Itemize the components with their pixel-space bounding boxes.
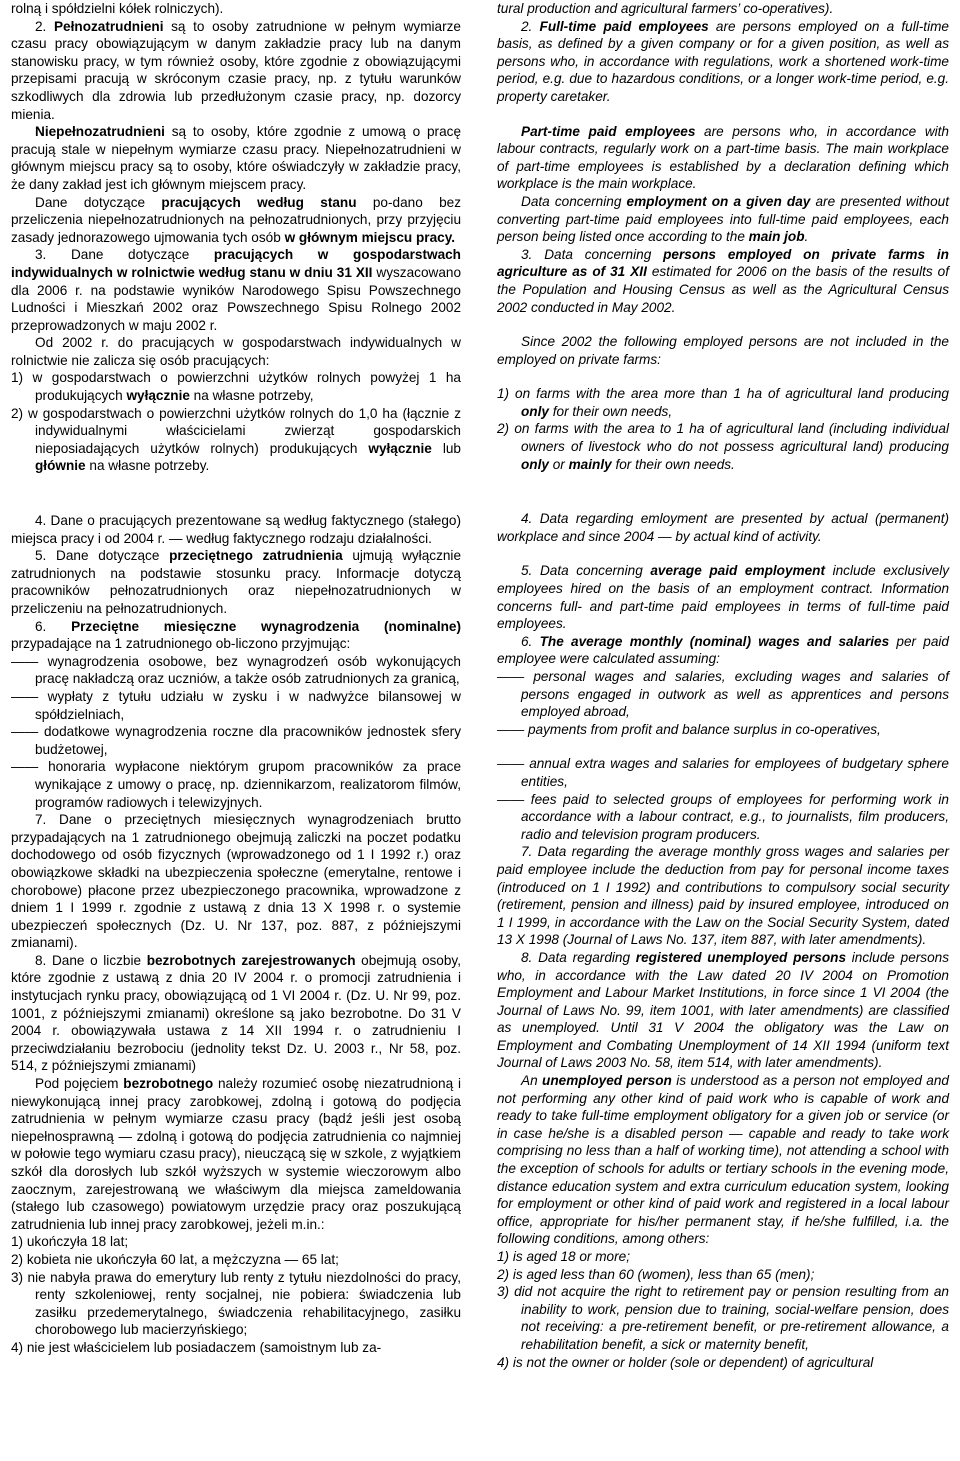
en-note-3-since-2002: Since 2002 the following employed persons are not included in the employed on private farms:	[497, 334, 949, 367]
note-number: 3.	[35, 247, 71, 263]
term-bold: pracujących według stanu	[161, 194, 357, 210]
item-text: 2) on farms with the area to 1 ha of agricultural land (including individual owners of livestock who do not possess agricultural land) producing	[497, 421, 949, 455]
pl-note-8-cond-3: 3) nie nabyła prawa do emerytury lub renty z tytułu niezdolności do pracy, renty szkoleniowej, renty socjalnej, nie pobiera: świadczenia lub zasiłku przedemerytalnego, świadczenia rehabilitacyjnego, zasiłku chorobowego lub macierzyńskiego;	[11, 1269, 461, 1338]
pl-note-6-dash-4: —— honoraria wypłacone niektórym grupom pracowników za prace wynikające z umowy o pracę, np. dziennikarzom, realizatorom filmów, programów radiowych i telewizyjnych.	[11, 758, 461, 811]
note-text: Dane dotyczące	[70, 247, 214, 263]
note-number: 2.	[521, 18, 540, 34]
paragraph-gap	[497, 106, 949, 123]
pl-note-8	[11, 952, 461, 1075]
paragraph-gap	[497, 368, 949, 385]
term-bold: average paid employment	[650, 563, 825, 579]
note-text: ujmują wyłącznie zatrudnionych na podstawie stosunku pracy. Informacje dotyczą pracowników pełnozatrudnionych oraz niepełnozatrudnionych w przeliczeniu na pełnozatrudnionych.	[11, 548, 462, 616]
note-text: include persons who, in accordance with the Law dated 20 IV 2004 on Promotion Employment and Labour Market Institutions, in force since 1 VI 2004 (the Journal of Laws No. 99, item 1001, with later amendments) are classified as unemployed. Until 31 V 2004 the obligatory was the Law on Employment and Combating Unemployment of 14 XII 1994 (uniform text Journal of Laws 2003 No. 58, item 514, with later amendments).	[497, 949, 949, 1071]
pl-note-3-since-2002: Od 2002 r. do pracujących w gospodarstwach indywidualnych w rolnictwie nie zalicza się osób pracujących:	[11, 335, 461, 368]
paragraph-gap	[497, 738, 949, 755]
term-bold: mainly	[568, 456, 612, 472]
en-note-6-dash-1: —— personal wages and salaries, excluding wages and salaries of persons engaged in outwork as well as apprentices and persons employed abroad,	[497, 668, 949, 721]
term-bold: Pełnozatrudnieni	[53, 18, 164, 34]
en-note-2-parttime	[497, 123, 949, 193]
note-text: 8. Dane o liczbie	[35, 952, 147, 968]
paragraph-gap	[497, 316, 949, 333]
term-bold: only	[521, 456, 549, 472]
note-text: are persons employed on a full-time basis, as defined by a given company or for a given position, as well as persons who, in accordance with regulations, work a shortened work-time period, e.g. due to hazardous conditions, or a longer work-time period, e.g. property caretaker.	[497, 18, 949, 104]
note-text: per paid employee were calculated assuming:	[497, 633, 949, 667]
item-text: 1) on farms with the area more than 1 ha of agricultural land producing	[497, 386, 949, 402]
term-bold: pracujących w gospodarstwach indywidualnych w rolnictwie według stanu w dniu 31 XII	[11, 247, 461, 280]
pl-note-2-parttime	[11, 123, 461, 193]
note-text: 5. Data concerning	[521, 563, 651, 579]
polish-column	[11, 0, 461, 1357]
note-text: 3. Data concerning	[521, 246, 664, 262]
note-text: are presented without converting part-time paid employees into full-time paid employees, each person being listed once according to the	[497, 193, 949, 245]
term-bold: bezrobotnego	[123, 1076, 214, 1092]
term-bold: unemployed person	[542, 1073, 672, 1089]
pl-note-6	[11, 618, 461, 653]
item-text: lub	[431, 440, 461, 456]
term-bold: Niepełnozatrudnieni	[35, 124, 165, 140]
en-continuation: tural production and agricultural farmers’ co-operatives).	[497, 1, 834, 16]
paragraph-gap	[497, 545, 949, 562]
en-note-2-fulltime	[497, 18, 949, 106]
note-text: są to osoby zatrudnione w pełnym wymiarze czasu pracy obowiązującym w danym zakładzie pracy lub na danym stanowisku pracy, w tym również osoby, które zgodnie z obowiązującymi przepisami pracują w skróconym czasie pracy, np. z tytułu warunków szkodliwych dla zdrowia lub przedłużonym czasie pracy, np. dozorcy mienia.	[11, 18, 461, 122]
pl-note-3-item-1	[11, 369, 461, 404]
en-note-3-item-2	[497, 420, 949, 473]
term-bold: Part-time paid employees	[521, 123, 696, 139]
note-text: są to osoby, które zgodnie z umową o pracę pracują stale w niepełnym wymiarze czasu pracy. Niepełnozatrudnieni w głównym miejscu pracy są to osoby, które oświadczyły w zakładzie pracy, że dany zakład jest ich głównym miejscem pracy.	[11, 124, 461, 192]
pl-note-2-fulltime	[11, 18, 461, 124]
pl-note-8-cond-4: 4) nie jest właścicielem lub posiadaczem (samoistnym lub za-	[11, 1339, 382, 1355]
en-note-8-cond-4: 4) is not the owner or holder (sole or dependent) of agricultural	[497, 1354, 874, 1370]
note-number: 6.	[521, 633, 540, 649]
en-note-6-dash-2: —— payments from profit and balance surplus in co-operatives,	[497, 721, 949, 739]
note-text: należy rozumieć osobę niezatrudnioną i niewykonującą innej pracy zarobkowej, zdolną i gotową do podjęcia zatrudnienia w pełnym wymiarze czasu pracy (bądź jeśli jest osobą niepełnosprawną — zdolną i gotową do podjęcia zatrudnienia co najmniej w połowie tego wymiaru czasu pracy), nieuczącą się w szkole, z wyjątkiem szkół dla dorosłych lub szkół wyższych w systemie wieczorowym albo zaocznym, zarejestrowaną we właściwym dla miejsca zameldowania (stałego lub czasowego) powiatowym urzędzie pracy oraz poszukującą zatrudnienia lub innej pracy zarobkowej, jeżeli m.in.:	[11, 1076, 461, 1232]
term-bold: The average monthly (nominal) wages and salaries	[539, 633, 890, 649]
note-text: An	[521, 1073, 543, 1089]
en-note-2-employment-day	[497, 193, 949, 246]
term-bold: w głównym miejscu pracy.	[284, 229, 456, 245]
section-gap	[497, 473, 949, 510]
en-note-8-cond-1: 1) is aged 18 or more;	[497, 1249, 630, 1264]
en-note-5	[497, 562, 949, 632]
item-text: 1) w gospodarstwach o powierzchni użytków rolnych powyżej 1 ha produkujących	[11, 370, 461, 404]
note-number: 6.	[35, 618, 72, 634]
note-text: 8. Data regarding	[521, 949, 636, 965]
item-text: 2) w gospodarstwach o powierzchni użytków rolnych do 1,0 ha (łącznie z indywidualnymi właścicielami zwierząt gospodarskich nieposiadających użytków rolnych) produkujących	[11, 405, 461, 456]
note-text: wyszacowano dla 2006 r. na podstawie wyników Narodowego Spisu Powszechnego Ludności i Mieszkań 2002 oraz Powszechnego Spisu Rolnego 2002 przeprowadzonych w maju 2002 r.	[11, 264, 461, 333]
pl-note-7: 7. Dane o przeciętnych miesięcznych wynagrodzeniach brutto przypadających na 1 zatrudnionego obejmują zaliczki na poczet podatku dochodowego od osób fizycznych (wprowadzonego od 1 I 1992 r.) oraz obowiązkowe składki na ubezpieczenia społeczne (emerytalne, rentowe i chorobowe) płacone przez ubezpieczonego pracownika, wprowadzone z dniem 1 I 1999 r. zgodnie z ustawą z dnia 13 X 1998 r. o systemie ubezpieczeń społecznych (Dz. U. Nr 137, poz. 887, z późniejszymi zmianami).	[11, 812, 461, 951]
term-bold: persons employed on private farms in agriculture as of 31 XII	[497, 246, 949, 280]
en-note-8-cond-3: 3) did not acquire the right to retirement pay or pension resulting from an inability to work, pension due to training, social-welfare pension, does not receiving: a pre-retirement benefit, or pre-retirement allowance, a rehabilitation benefit, a sick or maternity benefit,	[497, 1284, 949, 1352]
note-text: przypadające na 1 zatrudnionego ob-liczono przyjmując:	[11, 636, 351, 652]
en-note-6-dash-3: —— annual extra wages and salaries for employees of budgetary sphere entities,	[497, 755, 949, 790]
note-number: 2.	[35, 18, 54, 34]
note-text: are persons who, in accordance with labour contracts, regularly work on a part-time basis. The main workplace of part-time employees is established by a declaration defining which workplace is the main workplace.	[497, 123, 949, 192]
en-note-4: 4. Data regarding emloyment are presented by actual (permanent) workplace and since 2004 — by actual kind of activity.	[497, 511, 949, 544]
pl-note-6-dash-1: —— wynagrodzenia osobowe, bez wynagrodzeń osób wykonujących pracę nakładczą oraz uczniów, a także osób zatrudnionych za granicą,	[11, 653, 461, 688]
term-bold: wyłącznie	[126, 388, 190, 404]
item-text: na własne potrzeby,	[189, 388, 314, 404]
note-text: estimated for 2006 on the basis of the results of the Population and Housing Census as well as the Agricultural Census 2002 conducted in May 2002.	[497, 264, 949, 315]
pl-note-4: 4. Dane o pracujących prezentowane są według faktycznego (stałego) miejsca pracy i od 2004 r. — według faktycznego rodzaju działalności.	[11, 513, 461, 546]
note-text: .	[804, 229, 809, 245]
item-text: or	[548, 456, 569, 472]
en-note-3-item-1	[497, 385, 949, 420]
note-text: Data concerning	[521, 193, 627, 209]
pl-note-5	[11, 547, 461, 617]
en-note-7: 7. Data regarding the average monthly gross wages and salaries per paid employee include the deduction from pay for personal income taxes (introduced on 1 I 1992) and contributions to compulsory social security (retirement, pension and illness) paid by insured employee, introduced on 1 I 1999, in accordance with the Law on the Social Security System, dated 13 X 1998 (Journal of Laws No. 137, item 887, with later amendments).	[497, 844, 949, 948]
term-bold: employment on a given day	[626, 193, 811, 209]
item-text: na własne potrzeby.	[85, 458, 210, 474]
pl-continuation: rolną i spółdzielni kółek rolniczych).	[11, 1, 224, 16]
en-note-8-definition	[497, 1072, 949, 1248]
term-bold: głównie	[35, 458, 86, 474]
english-column	[497, 0, 949, 1371]
note-text: is understood as a person not employed and not performing any other kind of paid work who is capable of work and ready to take full-time employment obligatory for a given job or service (or in case he/she is a disabled person — capable and ready to take work comprising no less than a half of working time), not attending a school with the exception of schools for adults or tertiary schools in the evening mode, distance education system and extra curriculum education system, looking for employment or other kind of paid work and registered in a local labour office, appropriate for his/her permanent stay, if he/she fulfilled, i.a. the following conditions, among others:	[497, 1073, 949, 1247]
en-note-8	[497, 949, 949, 1072]
term-bold: wyłącznie	[368, 440, 432, 456]
term-bold: only	[521, 403, 549, 419]
note-text: Dane dotyczące	[35, 194, 162, 210]
term-bold: bezrobotnych zarejestrowanych	[146, 952, 356, 968]
term-bold: Full-time paid employees	[539, 18, 709, 34]
note-text: Pod pojęciem	[35, 1076, 124, 1092]
item-text: for their own needs,	[548, 403, 673, 419]
note-text: 5. Dane dotyczące	[35, 548, 170, 564]
term-bold: registered unemployed persons	[635, 949, 847, 965]
pl-note-3-item-2	[11, 405, 461, 475]
pl-note-8-cond-2: 2) kobieta nie ukończyła 60 lat, a mężczyzna — 65 lat;	[11, 1251, 339, 1267]
item-text: for their own needs.	[611, 456, 735, 472]
en-note-6-dash-4: —— fees paid to selected groups of employees for performing work in accordance with a labour contract, e.g., to journalists, film producers, radio and television program producers.	[497, 791, 949, 844]
note-text: po-dano bez przeliczenia niepełnozatrudnionych na pełnozatrudnionych, przy przyjęciu zasady jednorazowego ujmowania tych osób	[11, 194, 462, 245]
en-note-3	[497, 246, 949, 316]
note-text: include exclusively employees hired on the basis of an employment contract. Information concerns full- and part-time paid employees in terms of full-time paid employees.	[497, 563, 950, 632]
pl-note-3	[11, 246, 461, 334]
note-text: obejmują osoby, które zgodnie z ustawą z dnia 20 IV 2004 r. o promocji zatrudnienia i instytucjach rynku pracy, obowiązującą od 1 VI 2004 r. (Dz. U. Nr 99, poz. 1001, z późniejszymi zmianami) określone są jako bezrobotne. Do 31 V 2004 r. obowiązywała ustawa z 14 XII 1994 r. o zatrudnieniu I przeciwdziałaniu bezrobociu (jednolity tekst Dz. U. 2003 r., Nr 58, poz. 514, z późniejszymi zmianami)	[11, 952, 461, 1074]
en-note-8-cond-2: 2) is aged less than 60 (women), less than 65 (men);	[497, 1266, 815, 1282]
en-note-6	[497, 633, 949, 668]
pl-note-6-dash-3: —— dodatkowe wynagrodzenia roczne dla pracowników jednostek sfery budżetowej,	[11, 723, 461, 758]
pl-note-6-dash-2: —— wypłaty z tytułu udziału w zysku i w nadwyżce bilansowej w spółdzielniach,	[11, 688, 461, 723]
pl-note-8-definition	[11, 1075, 461, 1233]
term-bold: main job	[748, 229, 805, 245]
pl-note-8-cond-1: 1) ukończyła 18 lat;	[11, 1234, 129, 1250]
term-bold: Przeciętne miesięczne wynagrodzenia (nominalne)	[71, 618, 461, 634]
term-bold: przeciętnego zatrudnienia	[169, 548, 343, 564]
section-gap	[11, 475, 461, 512]
pl-note-2-employment-state	[11, 194, 461, 247]
